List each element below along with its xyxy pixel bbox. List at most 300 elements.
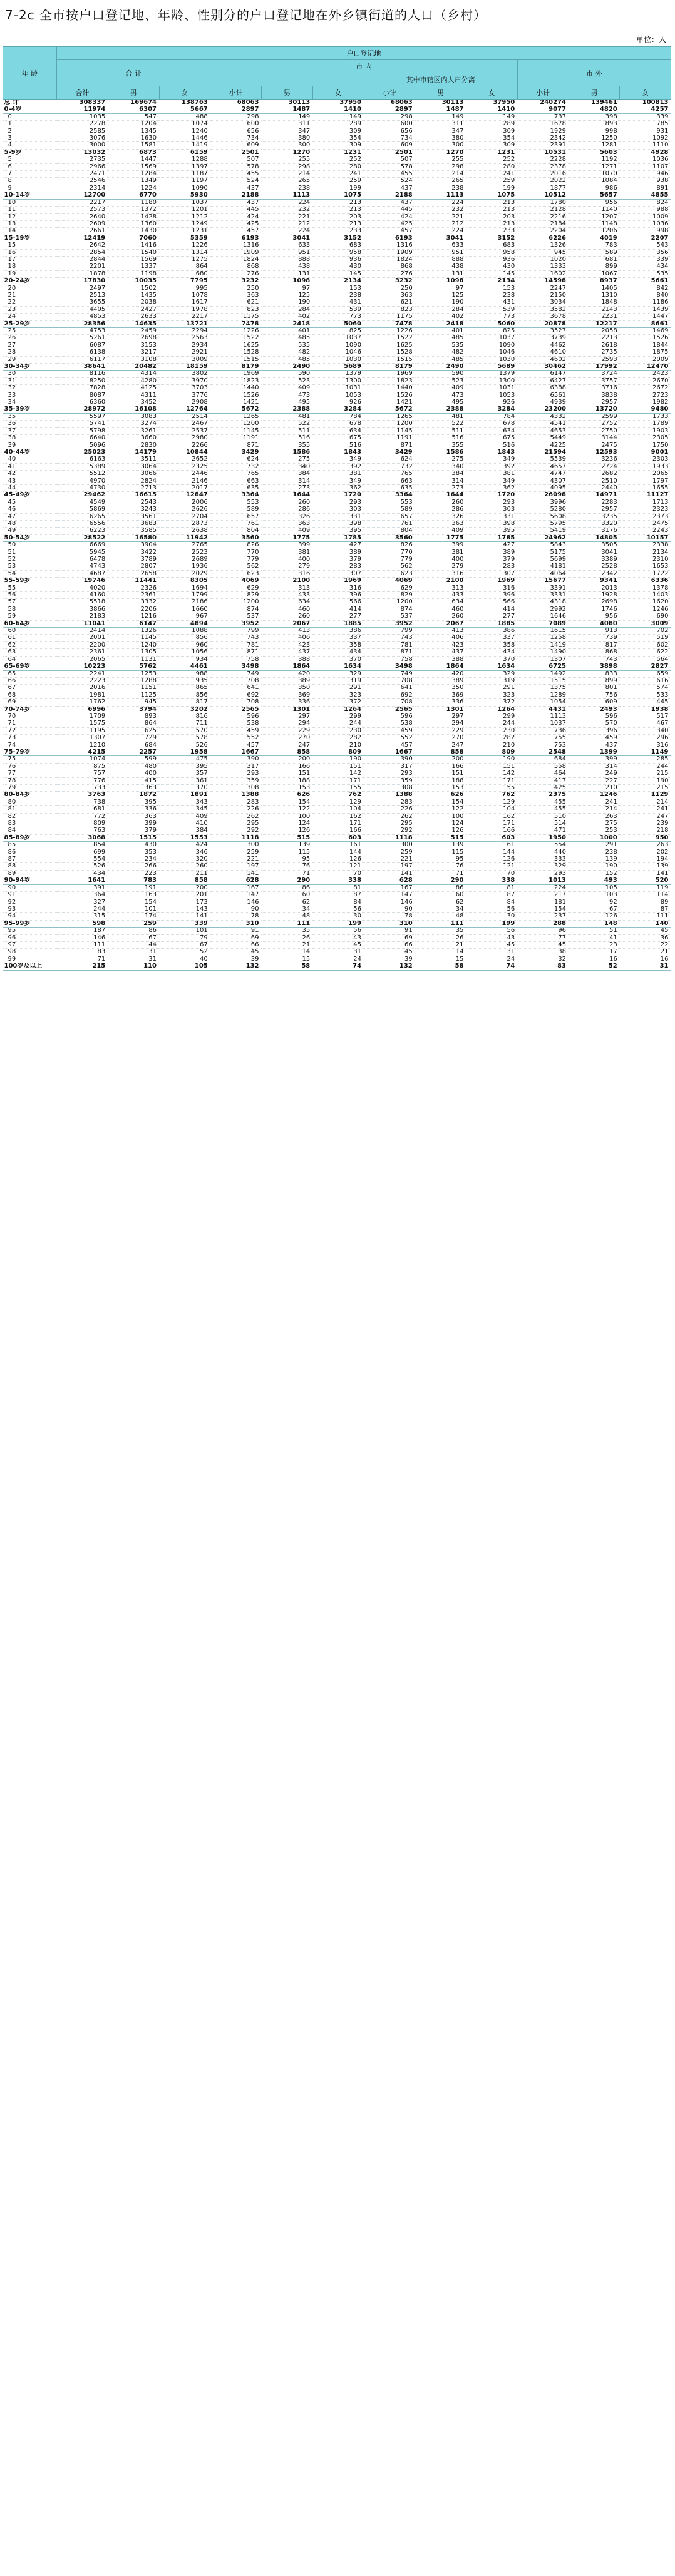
value-cell: 2065: [620, 471, 671, 478]
value-cell: 3391: [517, 585, 569, 591]
value-cell: 4160: [57, 592, 108, 599]
value-cell: 816: [159, 713, 210, 720]
value-cell: 16: [569, 956, 620, 963]
value-cell: 221: [262, 213, 313, 220]
value-cell: 804: [364, 528, 415, 534]
value-cell: 244: [312, 720, 364, 727]
value-cell: 2204: [517, 228, 569, 235]
value-cell: 535: [620, 270, 671, 277]
value-cell: 596: [569, 713, 620, 720]
value-cell: 270: [262, 735, 313, 742]
value-cell: 121: [312, 863, 364, 870]
value-cell: 1982: [620, 399, 671, 406]
value-cell: 316: [262, 570, 313, 577]
value-cell: 3763: [57, 792, 108, 799]
value-cell: 142: [312, 770, 364, 777]
value-cell: 1090: [312, 342, 364, 349]
value-cell: 38641: [57, 364, 108, 371]
col-female: 女: [466, 86, 518, 100]
value-cell: 2058: [569, 328, 620, 335]
value-cell: 589: [364, 506, 415, 513]
value-cell: 227: [569, 777, 620, 784]
value-cell: 522: [262, 421, 313, 427]
value-cell: 4314: [108, 371, 159, 377]
value-cell: 440: [517, 849, 569, 856]
value-cell: 21: [620, 949, 671, 956]
value-cell: 1875: [620, 349, 671, 356]
value-cell: 516: [262, 435, 313, 442]
population-table: [3, 46, 671, 971]
age-cell: 30: [3, 371, 57, 377]
value-cell: 5699: [517, 556, 569, 563]
value-cell: 285: [620, 756, 671, 763]
value-cell: 5518: [57, 599, 108, 606]
value-cell: 350: [415, 685, 466, 692]
value-cell: 396: [569, 727, 620, 734]
value-cell: 381: [466, 471, 518, 478]
value-cell: 1515: [517, 677, 569, 684]
value-cell: 936: [466, 256, 518, 263]
value-cell: 743: [364, 635, 415, 641]
value-cell: 2908: [159, 399, 210, 406]
value-cell: 181: [517, 899, 569, 906]
value-cell: 37950: [312, 100, 364, 106]
value-cell: 213: [466, 207, 518, 213]
value-cell: 758: [210, 656, 262, 663]
value-cell: 7828: [57, 385, 108, 392]
value-cell: 224: [262, 199, 313, 206]
value-cell: 86: [415, 884, 466, 891]
value-cell: 5930: [159, 192, 210, 199]
col-subtotal: 合计: [57, 86, 108, 100]
value-cell: 6138: [57, 349, 108, 356]
value-cell: 522: [415, 421, 466, 427]
value-cell: 372: [312, 699, 364, 706]
value-cell: 4080: [569, 620, 620, 627]
value-cell: 292: [364, 827, 415, 834]
value-cell: 2698: [108, 335, 159, 342]
value-cell: 1492: [517, 670, 569, 677]
value-cell: 871: [210, 649, 262, 656]
value-cell: 840: [620, 292, 671, 299]
value-cell: 37950: [466, 100, 518, 106]
age-cell: 47: [3, 513, 57, 520]
table-row: [3, 299, 671, 306]
value-cell: 229: [262, 727, 313, 734]
value-cell: 2228: [517, 156, 569, 163]
value-cell: 1090: [159, 185, 210, 192]
value-cell: 578: [210, 163, 262, 170]
value-cell: 406: [415, 635, 466, 641]
value-cell: 24962: [517, 534, 569, 541]
value-cell: 2266: [159, 442, 210, 449]
value-cell: 6147: [517, 371, 569, 377]
col-male: 男: [108, 86, 159, 100]
age-cell: 94: [3, 913, 57, 920]
value-cell: 140: [620, 920, 671, 927]
value-cell: 380: [262, 135, 313, 142]
value-cell: 48: [262, 913, 313, 920]
value-cell: 1301: [262, 706, 313, 713]
value-cell: 166: [415, 763, 466, 770]
value-cell: 1149: [620, 749, 671, 755]
value-cell: 934: [159, 656, 210, 663]
value-cell: 68063: [210, 100, 262, 106]
value-cell: 244: [620, 763, 671, 770]
value-cell: 346: [159, 849, 210, 856]
value-cell: 2188: [210, 192, 262, 199]
value-cell: 2217: [57, 199, 108, 206]
table-row: [3, 635, 671, 641]
value-cell: 14: [415, 949, 466, 956]
value-cell: 2921: [159, 349, 210, 356]
value-cell: 400: [108, 770, 159, 777]
value-cell: 1667: [210, 749, 262, 755]
value-cell: 1226: [159, 242, 210, 249]
value-cell: 409: [262, 528, 313, 534]
value-cell: 535: [262, 342, 313, 349]
value-cell: 103: [569, 892, 620, 899]
value-cell: 4225: [517, 442, 569, 449]
value-cell: 16108: [108, 406, 159, 413]
value-cell: 1191: [210, 435, 262, 442]
value-cell: 364: [57, 892, 108, 899]
value-cell: 35: [262, 928, 313, 934]
value-cell: 1872: [108, 792, 159, 799]
value-cell: 1226: [210, 328, 262, 335]
value-cell: 2873: [159, 520, 210, 527]
table-row: [3, 142, 671, 149]
value-cell: 293: [312, 499, 364, 506]
value-cell: 347: [262, 128, 313, 135]
value-cell: 241: [620, 806, 671, 813]
value-cell: 129: [312, 799, 364, 805]
value-cell: 1569: [108, 256, 159, 263]
value-cell: 3904: [108, 542, 159, 549]
col-small: 小计: [364, 86, 415, 100]
age-cell: 20: [3, 285, 57, 292]
value-cell: 250: [364, 285, 415, 292]
value-cell: 10223: [57, 663, 108, 670]
value-cell: 526: [159, 742, 210, 749]
value-cell: 537: [364, 613, 415, 620]
value-cell: 2563: [159, 335, 210, 342]
value-cell: 260: [415, 499, 466, 506]
value-cell: 1326: [108, 628, 159, 635]
value-cell: 1469: [620, 328, 671, 335]
value-cell: 401: [262, 328, 313, 335]
age-cell: 8: [3, 178, 57, 185]
value-cell: 1098: [415, 278, 466, 285]
value-cell: 79: [159, 934, 210, 941]
value-cell: 1092: [620, 135, 671, 142]
value-cell: 1204: [108, 121, 159, 128]
value-cell: 275: [415, 456, 466, 463]
table-row: [3, 813, 671, 820]
value-cell: 2844: [57, 256, 108, 263]
value-cell: 213: [466, 220, 518, 227]
value-cell: 4405: [57, 306, 108, 313]
header-within-sub: 其中市辖区内人户分离: [364, 73, 517, 86]
value-cell: 6996: [57, 706, 108, 713]
value-cell: 488: [159, 113, 210, 120]
value-cell: 1644: [415, 492, 466, 499]
age-cell: 68: [3, 692, 57, 698]
value-cell: 1615: [517, 628, 569, 635]
value-cell: 936: [312, 256, 364, 263]
value-cell: 1037: [466, 335, 518, 342]
value-cell: 141: [620, 870, 671, 877]
value-cell: 399: [569, 756, 620, 763]
value-cell: 1113: [517, 713, 569, 720]
value-cell: 3152: [312, 235, 364, 242]
age-group-row: [3, 449, 671, 456]
value-cell: 146: [210, 899, 262, 906]
value-cell: 4939: [517, 399, 569, 406]
value-cell: 111: [57, 941, 108, 948]
value-cell: 2440: [569, 484, 620, 491]
value-cell: 230: [312, 727, 364, 734]
value-cell: 609: [364, 142, 415, 149]
age-cell: 85-89岁: [3, 834, 57, 841]
value-cell: 70: [466, 870, 518, 877]
value-cell: 149: [466, 113, 518, 120]
value-cell: 431: [312, 299, 364, 306]
value-cell: 737: [517, 113, 569, 120]
table-row: [3, 335, 671, 342]
value-cell: 1131: [108, 656, 159, 663]
value-cell: 34: [262, 906, 313, 912]
value-cell: 799: [210, 628, 262, 635]
table-row: [3, 941, 671, 948]
value-cell: 314: [569, 763, 620, 770]
value-cell: 2724: [569, 463, 620, 470]
value-cell: 1145: [364, 427, 415, 434]
value-cell: 888: [415, 256, 466, 263]
value-cell: 1844: [620, 342, 671, 349]
value-cell: 20482: [108, 364, 159, 371]
value-cell: 437: [210, 199, 262, 206]
value-cell: 956: [569, 613, 620, 620]
age-group-row: [3, 792, 671, 799]
value-cell: 590: [415, 371, 466, 377]
value-cell: 199: [312, 920, 364, 927]
value-cell: 1271: [569, 163, 620, 170]
value-cell: 734: [364, 135, 415, 142]
value-cell: 770: [364, 549, 415, 556]
value-cell: 390: [364, 756, 415, 763]
value-cell: 51: [569, 928, 620, 934]
age-cell: 65-69岁: [3, 663, 57, 670]
value-cell: 14: [262, 949, 313, 956]
value-cell: 100: [262, 813, 313, 820]
value-cell: 6265: [57, 513, 108, 520]
table-row: [3, 735, 671, 742]
value-cell: 1316: [364, 242, 415, 249]
value-cell: 621: [364, 299, 415, 306]
value-cell: 67: [108, 934, 159, 941]
value-cell: 173: [159, 899, 210, 906]
table-row: [3, 677, 671, 684]
value-cell: 2200: [57, 641, 108, 648]
value-cell: 28972: [57, 406, 108, 413]
value-cell: 1145: [108, 635, 159, 641]
value-cell: 4307: [517, 478, 569, 484]
value-cell: 437: [364, 199, 415, 206]
table-row: [3, 413, 671, 420]
value-cell: 516: [415, 435, 466, 442]
value-cell: 3560: [364, 534, 415, 541]
value-cell: 19746: [57, 578, 108, 585]
value-cell: 6147: [108, 620, 159, 627]
value-cell: 409: [415, 385, 466, 392]
value-cell: 1978: [159, 306, 210, 313]
value-cell: 336: [262, 699, 313, 706]
value-cell: 2150: [517, 292, 569, 299]
value-cell: 552: [210, 735, 262, 742]
value-cell: 212: [415, 220, 466, 227]
value-cell: 326: [262, 513, 313, 520]
value-cell: 141: [210, 870, 262, 877]
value-cell: 370: [159, 785, 210, 792]
value-cell: 11942: [159, 534, 210, 541]
age-cell: 97: [3, 941, 57, 948]
value-cell: 238: [262, 185, 313, 192]
value-cell: 1310: [569, 292, 620, 299]
value-cell: 2490: [415, 364, 466, 371]
value-cell: 856: [159, 692, 210, 698]
value-cell: 100813: [620, 100, 671, 106]
value-cell: 191: [108, 884, 159, 891]
value-cell: 589: [569, 249, 620, 256]
age-cell: 16: [3, 249, 57, 256]
value-cell: 1586: [415, 449, 466, 456]
table-row: [3, 906, 671, 912]
value-cell: 273: [415, 484, 466, 491]
value-cell: 3655: [57, 299, 108, 306]
age-cell: 36: [3, 421, 57, 427]
value-cell: 891: [620, 185, 671, 192]
value-cell: 4820: [569, 106, 620, 113]
value-cell: 229: [415, 727, 466, 734]
value-cell: 2206: [108, 606, 159, 613]
value-cell: 3678: [517, 314, 569, 320]
value-cell: 5280: [517, 506, 569, 513]
value-cell: 286: [262, 506, 313, 513]
age-group-row: [3, 877, 671, 884]
total-row: [3, 100, 671, 106]
value-cell: 71: [262, 870, 313, 877]
value-cell: 1258: [517, 635, 569, 641]
value-cell: 1145: [210, 427, 262, 434]
value-cell: 459: [364, 727, 415, 734]
value-cell: 1419: [517, 641, 569, 648]
value-cell: 389: [466, 549, 518, 556]
value-cell: 83: [517, 963, 569, 970]
value-cell: 87: [466, 892, 518, 899]
value-cell: 2201: [57, 263, 108, 270]
value-cell: 3660: [108, 435, 159, 442]
value-cell: 1720: [312, 492, 364, 499]
value-cell: 389: [262, 677, 313, 684]
table-row: [3, 713, 671, 720]
value-cell: 1129: [620, 792, 671, 799]
value-cell: 337: [312, 635, 364, 641]
value-cell: 314: [262, 478, 313, 484]
value-cell: 402: [262, 314, 313, 320]
age-cell: 72: [3, 727, 57, 734]
value-cell: 372: [466, 699, 518, 706]
value-cell: 1046: [312, 349, 364, 356]
value-cell: 4894: [159, 620, 210, 627]
age-cell: 25: [3, 328, 57, 335]
value-cell: 2278: [57, 121, 108, 128]
value-cell: 233: [312, 228, 364, 235]
value-cell: 801: [569, 685, 620, 692]
value-cell: 379: [466, 556, 518, 563]
value-cell: 26: [415, 934, 466, 941]
value-cell: 624: [210, 456, 262, 463]
value-cell: 784: [312, 413, 364, 420]
value-cell: 2375: [517, 792, 569, 799]
value-cell: 783: [108, 877, 159, 884]
value-cell: 3076: [57, 135, 108, 142]
value-cell: 362: [466, 484, 518, 491]
age-cell: 49: [3, 528, 57, 534]
value-cell: 888: [262, 256, 313, 263]
value-cell: 3083: [108, 413, 159, 420]
value-cell: 2467: [159, 421, 210, 427]
value-cell: 5667: [159, 106, 210, 113]
value-cell: 260: [262, 499, 313, 506]
value-cell: 199: [466, 185, 518, 192]
value-cell: 829: [210, 592, 262, 599]
value-cell: 1646: [517, 613, 569, 620]
value-cell: 28522: [57, 534, 108, 541]
value-cell: 139461: [569, 100, 620, 106]
age-cell: 35: [3, 413, 57, 420]
value-cell: 2670: [620, 377, 671, 384]
value-cell: 566: [466, 599, 518, 606]
value-cell: 1430: [108, 228, 159, 235]
value-cell: 784: [466, 413, 518, 420]
value-cell: 6163: [57, 456, 108, 463]
value-cell: 414: [466, 606, 518, 613]
value-cell: 804: [210, 528, 262, 534]
value-cell: 5060: [466, 320, 518, 327]
age-cell: 33: [3, 392, 57, 399]
value-cell: 16580: [108, 534, 159, 541]
value-cell: 5741: [57, 421, 108, 427]
value-cell: 485: [262, 335, 313, 342]
value-cell: 167: [364, 884, 415, 891]
value-cell: 38: [517, 949, 569, 956]
value-cell: 308337: [57, 100, 108, 106]
value-cell: 1655: [620, 484, 671, 491]
value-cell: 145: [466, 270, 518, 277]
value-cell: 3582: [517, 306, 569, 313]
value-cell: 424: [364, 213, 415, 220]
value-cell: 459: [569, 735, 620, 742]
value-cell: 62: [415, 899, 466, 906]
value-cell: 578: [159, 735, 210, 742]
value-cell: 187: [57, 928, 108, 934]
value-cell: 578: [364, 163, 415, 170]
value-cell: 657: [364, 513, 415, 520]
value-cell: 414: [312, 606, 364, 613]
age-cell: 1: [3, 121, 57, 128]
value-cell: 1602: [517, 270, 569, 277]
